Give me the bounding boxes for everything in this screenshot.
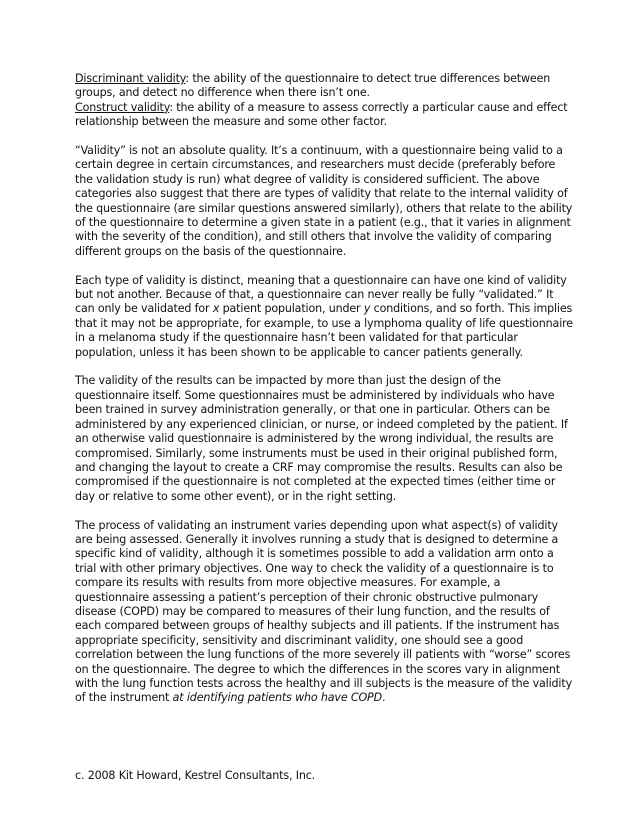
definition-construct-validity	[75, 101, 575, 130]
emphasis-copd: at identifying patients who have COPD	[172, 691, 382, 705]
footer-copyright: c. 2008 Kit Howard, Kestrel Consultants, Inc.	[75, 769, 316, 782]
term-discriminant-validity: Discriminant validity	[75, 72, 186, 85]
variable-y: y	[363, 302, 371, 316]
definition-text: : the ability of a measure to assess correctly a particular cause and effect relationship between the measure and some other factor.	[75, 100, 568, 129]
paragraph-validation-process: The process of validating an instrument varies depending upon what aspect(s) of validity are being assessed. Generally it involves running a study that is designed to determine a specific kind of validity, although it is sometimes possible to add a validation arm onto a trial with other primary objectives. One way to check the validity of a questionnaire is to compare its results with results from more objective measures. For example, a questionnaire assessing a patient’s perception of their chronic obstructive pulmonary disease (COPD) may be compared to measures of their lung function, and the results of each compared between groups of healthy subjects and ill patients. If the instrument has appropriate specificity, sensitivity and discriminant validity, one should see a good correlation between the lung functions of the more severely ill patients with “worse” scores on the questionnaire. The degree to which the differences in the scores vary in alignment with the lung function tests across the healthy and ill subjects is the measure of the validity of the instrument at identifying patients who have COPD.	[75, 518, 572, 705]
paragraph-validity-continuum: “Validity” is not an absolute quality. It’s a continuum, with a questionnaire being valid to a certain degree in certain circumstances, and researchers must decide (preferably before the validation study is run) what degree of validity is considered sufficient. The above categories also suggest that there are types of validity that relate to the internal validity of the questionnaire (are similar questions answered similarly), others that relate to the ability of the questionnaire to determine a given state in a patient (e.g., that it varies in alignment with the severity of the condition), and still others that involve the validity of comparing different groups on the basis of the questionnaire.	[75, 144, 573, 258]
paragraph-validity-types: Each type of validity is distinct, meaning that a questionnaire can have one kind of validity but not another. Because of that, a questionnaire can never really be fully “validated.” It can only be validated for x patient population, under y conditions, and so forth. This implies that it may not be appropriate, for example, to use a lymphoma quality of life questionnaire in a melanoma study if the questionnaire hasn’t been validated for that particular population, unless it has been shown to be applicable to cancer patients generally.	[75, 273, 573, 359]
document-body	[75, 72, 575, 706]
variable-x: x	[212, 302, 220, 316]
term-construct-validity: Construct validity	[75, 100, 170, 114]
paragraph-results-validity: The validity of the results can be impacted by more than just the design of the questionnaire itself. Some questionnaires must be administered by individuals who have been trained in survey administration generally, or that one in particular. Others can be administered by any experienced clinician, or nurse, or indeed completed by the patient. If an otherwise valid questionnaire is administered by the wrong individual, the results are compromised. Similarly, some instruments must be used in their original published form, and changing the layout to create a CRF may compromise the results. Results can also be compromised if the questionnaire is not completed at the expected times (either time or day or relative to some other event), or in the right setting.	[75, 374, 568, 503]
definitions-block	[75, 72, 575, 130]
definition-discriminant-validity	[75, 72, 575, 101]
definition-text: : the ability of the questionnaire to detect true differences between groups, and detect no difference when there isn’t one.	[75, 72, 551, 100]
